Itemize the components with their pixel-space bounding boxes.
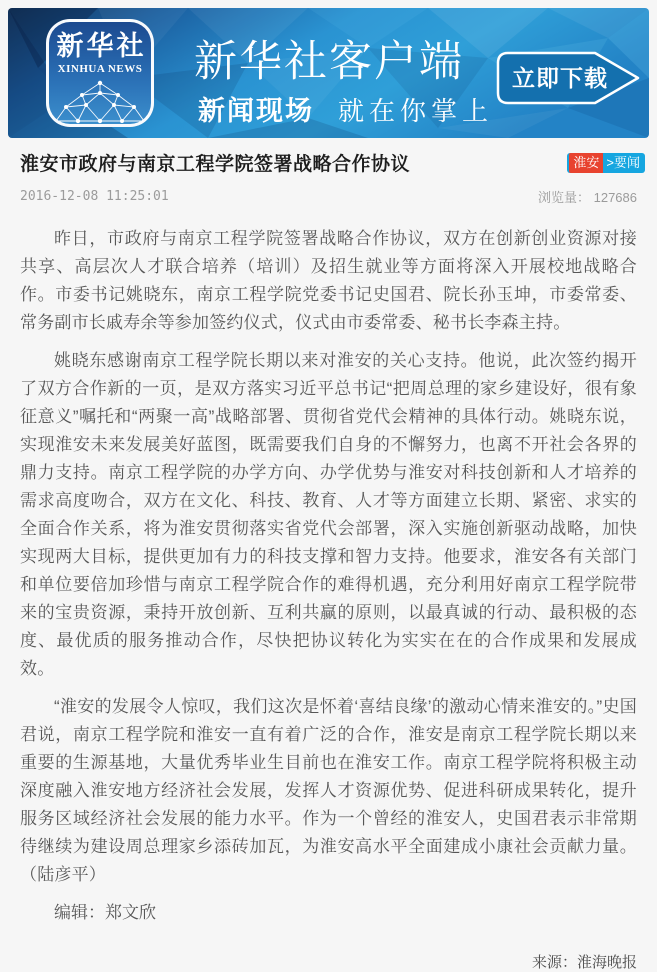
editor-line: 编辑：郑文欣 [54, 903, 156, 922]
view-count-value: 127686 [593, 190, 637, 205]
promo-banner[interactable] [8, 8, 649, 138]
tagline-bold: 新闻现场 [198, 96, 314, 126]
logo-subtitle: XINHUA NEWS [57, 62, 143, 75]
source-line: 来源：淮海晚报 [531, 954, 637, 971]
view-count-label: 浏览量： [537, 190, 590, 205]
paragraph: 姚晓东感谢南京工程学院长期以来对淮安的关心支持。他说，此次签约揭开了双方合作新的一页，是双方落实习近平总书记“把周总理的家乡建设好，很有象征意义”嘱托和“两聚一高”战略部署、贯彻省党代会精神的具体行动。姚晓东说，实现淮安未来发展美好蓝图，既需要我们自身的不懈努力，也离不开社会各界的鼎力支持。南京工程学院的办学方向、办学优势与淮安对科技创新和人才培养的需求高度吻合，双方在文化、科技、教育、人才等方面建立长期、紧密、求实的全面合作关系，将为淮安贯彻落实省党代会部署，深入实施创新驱动战略，加快实现两大目标，提供更加有力的科技支撑和智力支持。他要求，淮安各有关部门和单位要倍加珍惜与南京工程学院合作的难得机遇，充分利用好南京工程学院带来的宝贵资源，秉持开放创新、互利共赢的原则，以最真诚的行动、最积极的态度、最优质的服务推动合作，尽快把协议转化为实实在在的合作成果和发展成效。 [20, 351, 637, 678]
logo-title: 新华社 [56, 31, 147, 61]
view-count [538, 187, 637, 206]
article-title: 淮安市政府与南京工程学院签署战略合作协议 [20, 154, 411, 175]
badge-separator: > [606, 155, 614, 170]
badge-region: 淮安 [569, 153, 603, 173]
banner-tagline [198, 89, 493, 128]
banner-app-title: 新华社客户端 [194, 38, 464, 86]
xinhua-app-logo [46, 19, 154, 127]
article-body [20, 225, 637, 972]
download-button-label: 立即下载 [512, 65, 608, 91]
paragraph: 昨日，市政府与南京工程学院签署战略合作协议，双方在创新创业资源对接共享、高层次人才联合培养（培训）及招生就业等方面将深入开展校地战略合作。市委书记姚晓东，南京工程学院党委书记史国君、院长孙玉坤，市委常委、常务副市长戚寿余等参加签约仪式，仪式由市委常委、秘书长李森主持。 [20, 229, 637, 332]
channel-badge[interactable] [567, 153, 645, 173]
network-dome-icon [54, 78, 146, 124]
publish-time: 2016-12-08 11:25:01 [20, 189, 169, 204]
badge-channel: 要闻 [613, 155, 640, 170]
paragraph: “淮安的发展令人惊叹，我们这次是怀着‘喜结良缘’的激动心情来淮安的。”史国君说，南京工程学院和淮安一直有着广泛的合作，淮安是南京工程学院长期以来重要的生源基地，大量优秀毕业生目前也在淮安工作。南京工程学院将积极主动深度融入淮安地方经济社会发展，发挥人才资源优势、促进科研成果转化，提升服务区域经济社会发展的能力水平。作为一个曾经的淮安人，史国君表示非常期待继续为建设周总理家乡添砖加瓦，为淮安高水平全面建成小康社会贡献力量。（陆彦平） [20, 697, 637, 884]
article-container [0, 152, 657, 972]
title-row [20, 152, 640, 178]
meta-row [20, 187, 637, 206]
tagline-rest: 就在你掌上 [338, 96, 494, 126]
download-button[interactable] [494, 50, 642, 106]
